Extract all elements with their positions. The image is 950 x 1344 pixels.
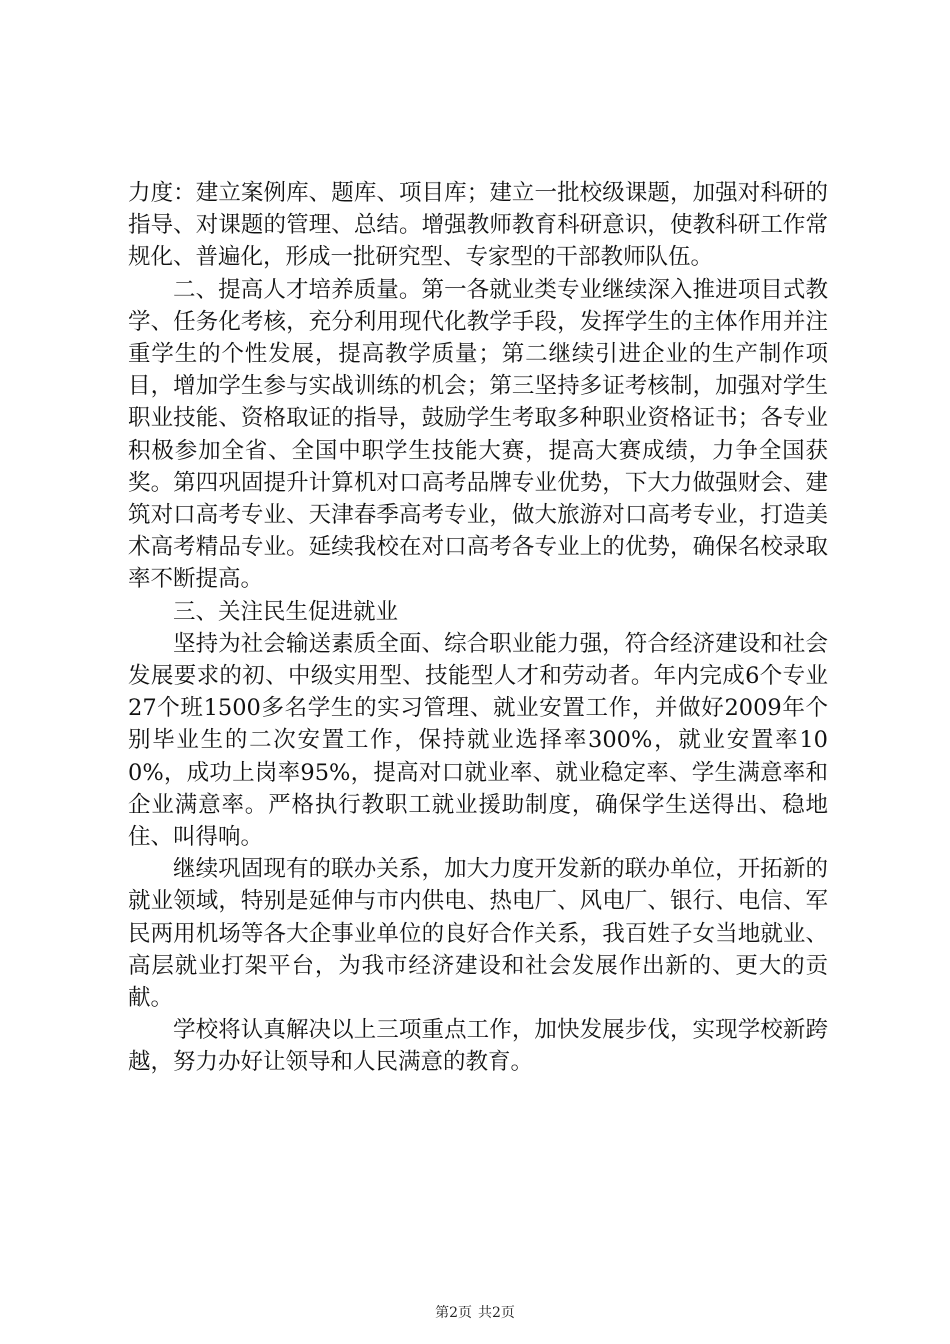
section-heading-3: 三、关注民生促进就业 (173, 598, 399, 625)
page-current: 第2页 (435, 1305, 472, 1321)
document-body (128, 177, 828, 1079)
paragraph-5: 继续巩固现有的联办关系，加大力度开发新的联办单位，开拓新的就业领域，特别是延伸与市内供电、热电厂、风电厂、银行、电信、军民两用机场等各大企事业单位的良好合作关系，我百姓子女当地就业、高层就业打架平台，为我市经济建设和社会发展作出新的、更大的贡献。 (128, 856, 828, 1012)
paragraph-2: 二、提高人才培养质量。第一各就业类专业继续深入推进项目式教学、任务化考核，充分利用现代化教学手段，发挥学生的主体作用并注重学生的个性发展，提高教学质量；第二继续引进企业的生产制作项目，增加学生参与实战训练的机会；第三坚持多证考核制，加强对学生职业技能、资格取证的指导，鼓励学生考取多种职业资格证书；各专业积极参加全省、全国中职学生技能大赛，提高大赛成绩，力争全国获奖。第四巩固提升计算机对口高考品牌专业优势，下大力做强财会、建筑对口高考专业、天津春季高考专业，做大旅游对口高考专业，打造美术高考精品专业。延续我校在对口高考各专业上的优势，确保名校录取率不断提高。 (128, 276, 828, 593)
page-total: 共2页 (478, 1305, 515, 1321)
page-footer (0, 1302, 950, 1322)
paragraph-4: 坚持为社会输送素质全面、综合职业能力强，符合经济建设和社会发展要求的初、中级实用型、技能型人才和劳动者。年内完成6个专业27个班1500多名学生的实习管理、就业安置工作，并做好2009年个别毕业生的二次安置工作，保持就业选择率300%，就业安置率100%，成功上岗率95%，提高对口就业率、就业稳定率、学生满意率和企业满意率。严格执行教职工就业援助制度，确保学生送得出、稳地住、叫得响。 (128, 630, 828, 851)
paragraph-1: 力度：建立案例库、题库、项目库；建立一批校级课题，加强对科研的指导、对课题的管理、总结。增强教师教育科研意识，使教科研工作常规化、普遍化，形成一批研究型、专家型的干部教师队伍。 (128, 180, 828, 271)
paragraph-6: 学校将认真解决以上三项重点工作，加快发展步伐，实现学校新跨越，努力办好让领导和人民满意的教育。 (128, 1017, 828, 1076)
